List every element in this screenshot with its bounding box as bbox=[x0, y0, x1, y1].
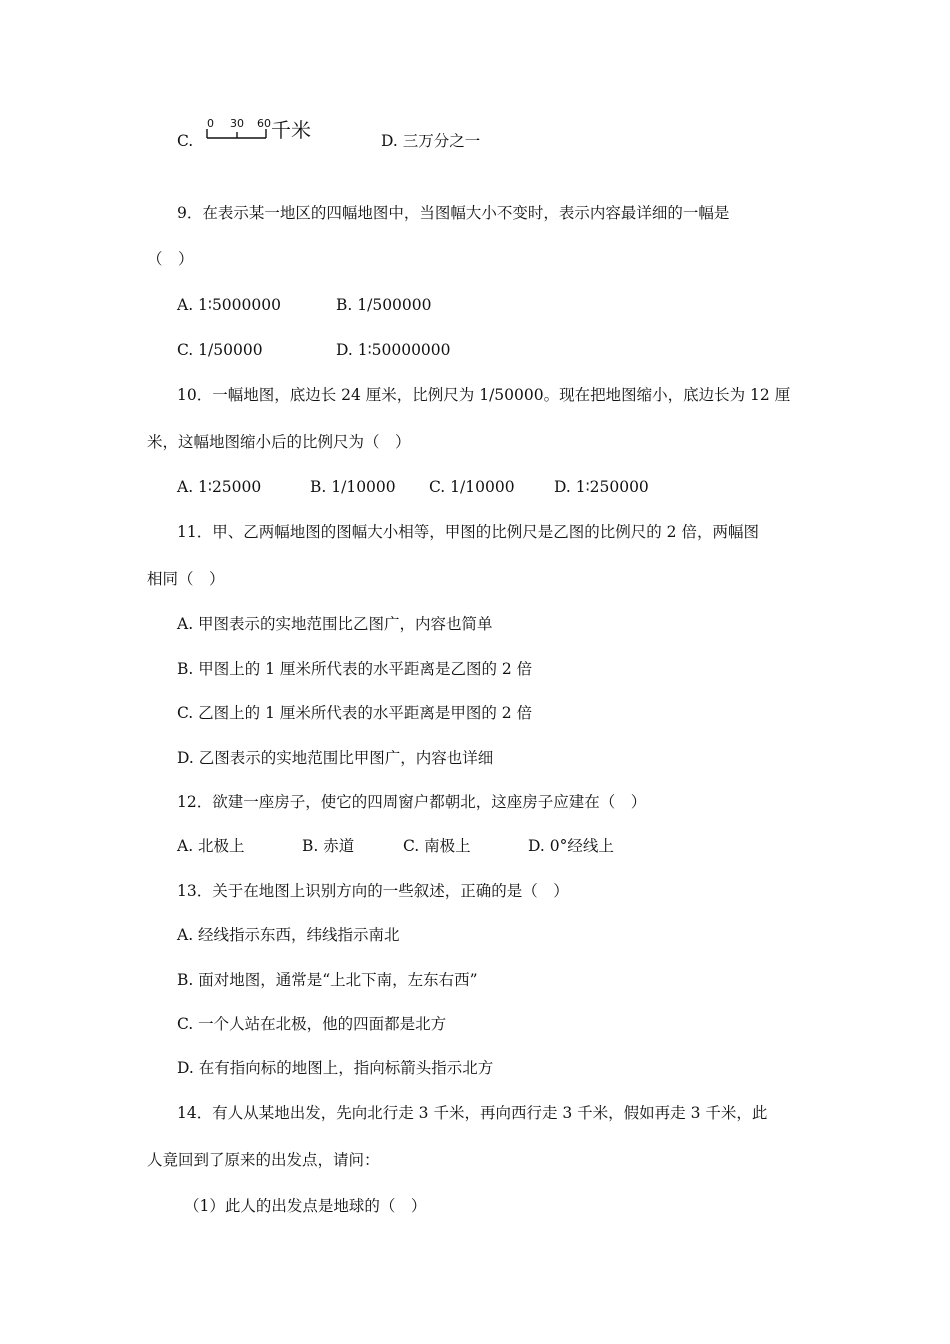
q9-option-b: B. 1/500000 bbox=[336, 296, 432, 314]
q9-stem: 9．在表示某一地区的四幅地图中，当图幅大小不变时，表示内容最详细的一幅是 bbox=[177, 204, 730, 222]
q14-stem-cont: 人竟回到了原来的出发点，请问： bbox=[147, 1151, 380, 1169]
q13-option-b: B. 面对地图，通常是“上北下南，左东右西” bbox=[177, 971, 478, 989]
q12-option-d: D. 0°经线上 bbox=[528, 837, 614, 855]
q11-stem-cont: 相同（ ） bbox=[147, 570, 225, 588]
scale-bar bbox=[205, 116, 317, 144]
q12-option-a: A. 北极上 bbox=[177, 837, 245, 855]
q13-option-a: A. 经线指示东西，纬线指示南北 bbox=[177, 926, 400, 944]
q13-option-d: D. 在有指向标的地图上，指向标箭头指示北方 bbox=[177, 1059, 494, 1077]
q9-option-d: D. 1∶50000000 bbox=[336, 341, 451, 359]
scale-tick-60: 60 bbox=[257, 117, 271, 130]
q8-option-c-label: C. bbox=[177, 132, 194, 150]
q11-option-c: C. 乙图上的 1 厘米所代表的水平距离是甲图的 2 倍 bbox=[177, 704, 533, 722]
q9-option-c: C. 1/50000 bbox=[177, 341, 263, 359]
q10-stem-cont: 米，这幅地图缩小后的比例尺为（ ） bbox=[147, 433, 411, 451]
q11-option-a: A. 甲图表示的实地范围比乙图广，内容也简单 bbox=[177, 615, 493, 633]
q10-stem: 10．一幅地图，底边长 24 厘米，比例尺为 1/50000。现在把地图缩小，底边长为 12 厘 bbox=[177, 386, 791, 404]
q12-stem: 12．欲建一座房子，使它的四周窗户都朝北，这座房子应建在（ ） bbox=[177, 793, 647, 811]
q10-option-d: D. 1∶250000 bbox=[554, 478, 649, 496]
q12-option-c: C. 南极上 bbox=[403, 837, 471, 855]
q9-option-a: A. 1∶5000000 bbox=[177, 296, 281, 314]
q14-sub1: （1）此人的出发点是地球的（ ） bbox=[184, 1197, 427, 1215]
q11-stem: 11．甲、乙两幅地图的图幅大小相等，甲图的比例尺是乙图的比例尺的 2 倍，两幅图 bbox=[177, 523, 759, 541]
q10-option-c: C. 1/10000 bbox=[429, 478, 515, 496]
q14-stem: 14．有人从某地出发，先向北行走 3 千米，再向西行走 3 千米，假如再走 3 千米，此 bbox=[177, 1104, 768, 1122]
q9-stem-cont: （ ） bbox=[147, 250, 194, 268]
q8-option-d: D. 三万分之一 bbox=[381, 132, 481, 150]
q10-option-a: A. 1∶25000 bbox=[177, 478, 262, 496]
scale-tick-30: 30 bbox=[230, 117, 244, 130]
q12-option-b: B. 赤道 bbox=[302, 837, 355, 855]
scale-tick-0: 0 bbox=[207, 117, 214, 130]
q13-stem: 13．关于在地图上识别方向的一些叙述，正确的是（ ） bbox=[177, 882, 569, 900]
q11-option-d: D. 乙图表示的实地范围比甲图广，内容也详细 bbox=[177, 749, 494, 767]
q11-option-b: B. 甲图上的 1 厘米所代表的水平距离是乙图的 2 倍 bbox=[177, 660, 533, 678]
q10-option-b: B. 1/10000 bbox=[310, 478, 396, 496]
scale-unit-label: 千米 bbox=[271, 118, 311, 142]
q13-option-c: C. 一个人站在北极，他的四面都是北方 bbox=[177, 1015, 447, 1033]
